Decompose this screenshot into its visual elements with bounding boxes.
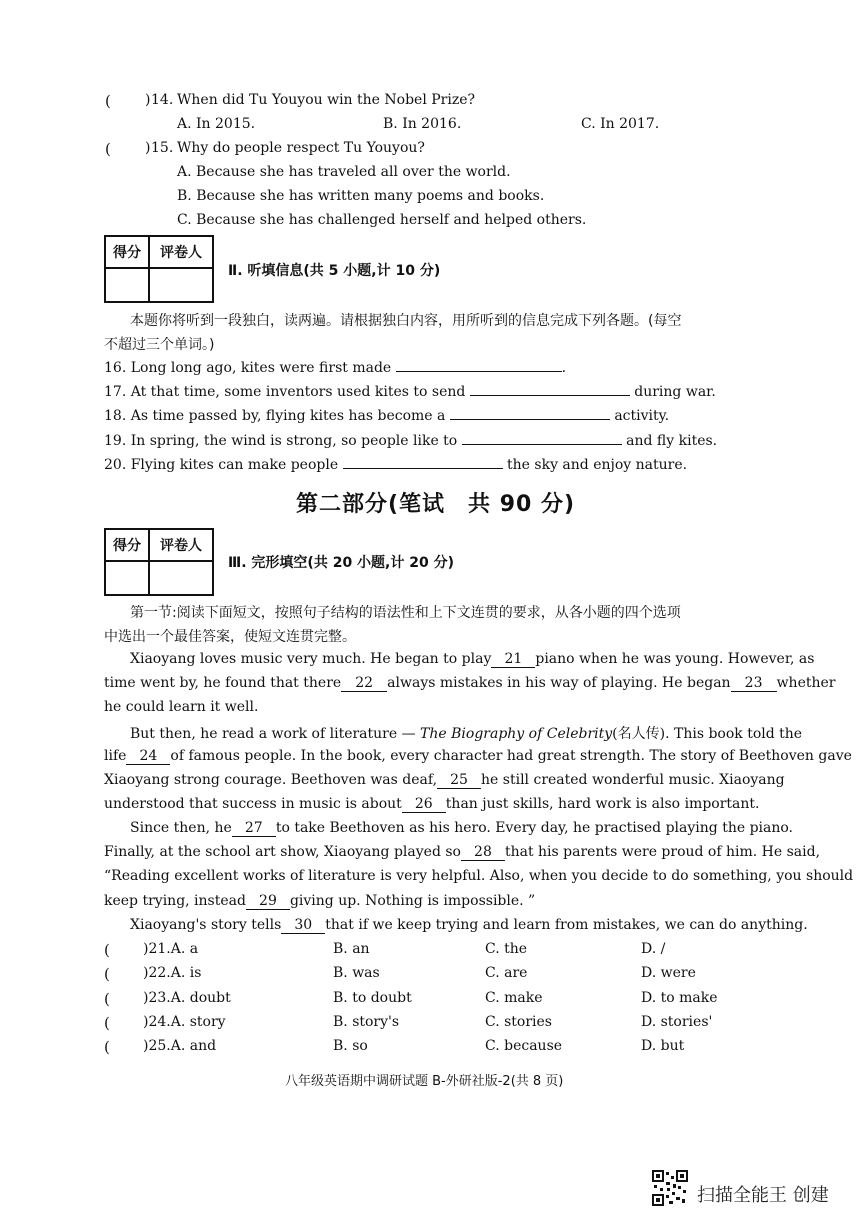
q14-option-a: A. In 2015. xyxy=(177,116,256,132)
answer-paren-open: ( xyxy=(105,92,111,110)
answer-blank-18[interactable] xyxy=(450,407,610,420)
passage-line: “Reading excellent works of literature is very helpful. Also, when you decide to do something, you should xyxy=(104,868,854,884)
grader-label: 评卷人 xyxy=(150,530,212,562)
choice-number: )24.A. story xyxy=(143,1014,226,1030)
question-15-num: 15. xyxy=(151,140,174,156)
fill-item-19: 19. In spring, the wind is strong, so people like to and fly kites. xyxy=(104,433,718,449)
score-box xyxy=(104,528,214,596)
fill-item-16: 16. Long long ago, kites were first made . xyxy=(104,360,567,376)
choice-d[interactable]: D. stories' xyxy=(641,1014,713,1030)
choice-c[interactable]: C. are xyxy=(485,965,528,981)
blank-23[interactable]: 23 xyxy=(731,675,777,692)
choice-number: )25.A. and xyxy=(143,1038,217,1054)
passage-line: understood that success in music is about 26 than just skills, hard work is also important. xyxy=(104,796,760,812)
part-2-title: 第二部分(笔试 共 90 分) xyxy=(296,492,576,517)
passage-line: Since then, he 27 to take Beethoven as his hero. Every day, he practised playing the piano. xyxy=(130,820,794,836)
q15-option-a: A. Because she has traveled all over the world. xyxy=(177,164,511,180)
page-footer: 八年级英语期中调研试题 B-外研社版-2(共 8 页) xyxy=(285,1074,564,1089)
answer-paren-open: ( xyxy=(105,140,111,158)
passage-line: But then, he read a work of literature — The Biography of Celebrity(名人传). This book told the xyxy=(130,726,803,742)
choice-number: )23.A. doubt xyxy=(143,990,231,1006)
score-field[interactable] xyxy=(106,269,150,301)
q15-option-c: C. Because she has challenged herself and helped others. xyxy=(177,212,587,228)
choice-b[interactable]: B. story's xyxy=(333,1014,400,1030)
q15-option-b: B. Because she has written many poems and books. xyxy=(177,188,545,204)
section-3-instruction-2: 中选出一个最佳答案，使短文连贯完整。 xyxy=(104,629,356,645)
q14-option-b: B. In 2016. xyxy=(383,116,462,132)
section-3-title: Ⅲ. 完形填空(共 20 小题,计 20 分) xyxy=(228,555,455,571)
scanner-watermark: 扫描全能王 创建 xyxy=(697,1185,829,1206)
passage-line: keep trying, instead 29 giving up. Nothing is impossible. ” xyxy=(104,893,536,909)
blank-27[interactable]: 27 xyxy=(232,820,276,837)
score-field[interactable] xyxy=(106,562,150,594)
choice-c[interactable]: C. make xyxy=(485,990,543,1006)
book-title: The Biography of Celebrity xyxy=(420,726,613,742)
answer-paren[interactable]: ( xyxy=(104,1038,110,1056)
question-15-close: ) xyxy=(145,140,151,156)
blank-25[interactable]: 25 xyxy=(437,772,481,789)
choice-d[interactable]: D. to make xyxy=(641,990,718,1006)
choice-c[interactable]: C. the xyxy=(485,941,528,957)
passage-line: Finally, at the school art show, Xiaoyang played so 28 that his parents were proud of him. He said, xyxy=(104,844,821,860)
choice-c[interactable]: C. stories xyxy=(485,1014,552,1030)
score-label: 得分 xyxy=(106,237,150,269)
choice-b[interactable]: B. was xyxy=(333,965,380,981)
choice-d[interactable]: D. but xyxy=(641,1038,685,1054)
answer-paren[interactable]: ( xyxy=(104,990,110,1008)
answer-paren[interactable]: ( xyxy=(104,941,110,959)
blank-26[interactable]: 26 xyxy=(402,796,446,813)
blank-21[interactable]: 21 xyxy=(491,651,535,668)
answer-blank-16[interactable] xyxy=(396,359,562,372)
answer-blank-20[interactable] xyxy=(343,456,503,469)
grader-field[interactable] xyxy=(150,562,212,594)
choice-number: )22.A. is xyxy=(143,965,202,981)
passage-line: life 24 of famous people. In the book, every character had great strength. The story of Beethoven gave xyxy=(104,748,852,764)
passage-line: Xiaoyang loves music very much. He began to play 21 piano when he was young. However, as xyxy=(130,651,815,667)
question-14-num: 14. xyxy=(151,92,174,108)
section-2-title: Ⅱ. 听填信息(共 5 小题,计 10 分) xyxy=(228,263,441,279)
grader-label: 评卷人 xyxy=(150,237,212,269)
q14-option-c: C. In 2017. xyxy=(581,116,660,132)
passage-line: Xiaoyang strong courage. Beethoven was deaf, 25 he still created wonderful music. Xiaoyang xyxy=(104,772,785,788)
choice-d[interactable]: D. / xyxy=(641,941,666,957)
score-box xyxy=(104,235,214,303)
question-14-text: When did Tu Youyou win the Nobel Prize? xyxy=(177,92,476,108)
score-label: 得分 xyxy=(106,530,150,562)
passage-line: he could learn it well. xyxy=(104,699,259,715)
fill-item-20: 20. Flying kites can make people the sky and enjoy nature. xyxy=(104,457,688,473)
answer-blank-19[interactable] xyxy=(462,432,622,445)
choice-number: )21.A. a xyxy=(143,941,199,957)
question-15-text: Why do people respect Tu Youyou? xyxy=(177,140,425,156)
choice-b[interactable]: B. to doubt xyxy=(333,990,412,1006)
blank-28[interactable]: 28 xyxy=(461,844,505,861)
passage-line: Xiaoyang's story tells 30 that if we keep trying and learn from mistakes, we can do anything. xyxy=(130,917,808,933)
choice-c[interactable]: C. because xyxy=(485,1038,563,1054)
answer-blank-17[interactable] xyxy=(470,383,630,396)
blank-24[interactable]: 24 xyxy=(126,748,170,765)
choice-d[interactable]: D. were xyxy=(641,965,696,981)
grader-field[interactable] xyxy=(150,269,212,301)
section-2-instruction-2: 不超过三个单词。) xyxy=(104,337,215,353)
answer-paren[interactable]: ( xyxy=(104,1014,110,1032)
choice-b[interactable]: B. an xyxy=(333,941,370,957)
blank-22[interactable]: 22 xyxy=(341,675,387,692)
fill-item-17: 17. At that time, some inventors used kites to send during war. xyxy=(104,384,716,400)
fill-item-18: 18. As time passed by, flying kites has become a activity. xyxy=(104,408,670,424)
choice-b[interactable]: B. so xyxy=(333,1038,368,1054)
question-14-number: ) xyxy=(145,92,151,108)
section-3-instruction-1: 第一节:阅读下面短文，按照句子结构的语法性和上下文连贯的要求，从各小题的四个选项 xyxy=(130,605,681,621)
answer-paren[interactable]: ( xyxy=(104,965,110,983)
passage-line: time went by, he found that there 22 always mistakes in his way of playing. He began 23 whether xyxy=(104,675,836,691)
qr-code-icon xyxy=(652,1170,688,1206)
blank-30[interactable]: 30 xyxy=(281,917,325,934)
section-2-instruction-1: 本题你将听到一段独白，读两遍。请根据独白内容，用所听到的信息完成下列各题。(每空 xyxy=(130,313,682,329)
blank-29[interactable]: 29 xyxy=(246,893,290,910)
